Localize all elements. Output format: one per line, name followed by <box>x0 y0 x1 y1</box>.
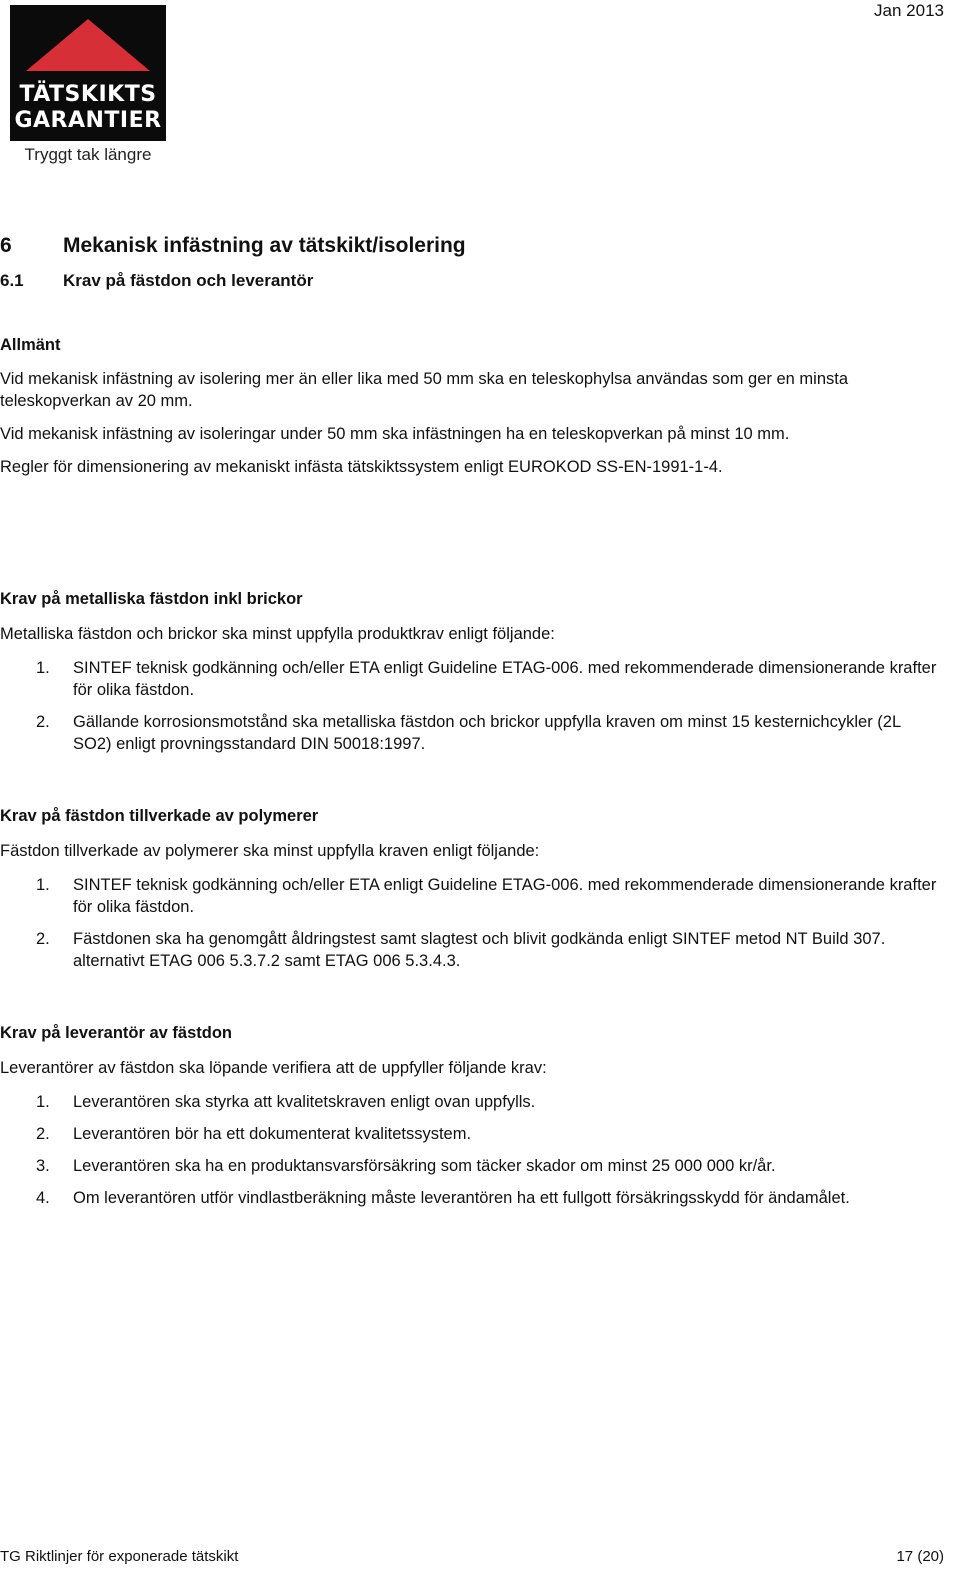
list-text: Om leverantören utför vindlastberäkning måste leverantören ha ett fullgott försäkringsskydd för ändamålet. <box>73 1189 850 1207</box>
allmant-paragraph-1: Vid mekanisk infästning av isolering mer än eller lika med 50 mm ska en teleskophylsa användas som ger en minsta teleskopverkan av 20 mm. <box>0 370 849 410</box>
metalliska-list <box>0 657 950 755</box>
metalliska-intro: Metalliska fästdon och brickor ska minst uppfylla produktkrav enligt följande: <box>0 625 555 643</box>
list-number: 1. <box>36 876 50 894</box>
list-number: 2. <box>36 1125 50 1143</box>
leverantor-list <box>0 1091 950 1209</box>
company-logo <box>10 5 166 165</box>
header-date: Jan 2013 <box>874 1 944 20</box>
logo-line-2: GARANTIER <box>14 108 162 133</box>
section-title: Mekanisk infästning av tätskikt/isolering <box>63 234 466 257</box>
subsection-title: Krav på fästdon och leverantör <box>63 271 314 290</box>
allmant-paragraph-3: Regler för dimensionering av mekaniskt infästa tätskiktssystem enligt EUROKOD SS-EN-1991-1-4. <box>0 458 723 476</box>
subsection-number: 6.1 <box>0 271 24 290</box>
leverantor-heading: Krav på leverantör av fästdon <box>0 1024 232 1042</box>
page-number: 17 (20) <box>896 1548 944 1565</box>
list-item <box>0 1123 950 1145</box>
list-number: 1. <box>36 1093 50 1111</box>
polymerer-heading: Krav på fästdon tillverkade av polymerer <box>0 807 319 825</box>
list-text: Leverantören ska ha en produktansvarsförsäkring som täcker skador om minst 25 000 000 kr/år. <box>73 1157 776 1175</box>
subsection-heading <box>0 270 313 292</box>
logo-tagline: Tryggt tak längre <box>24 145 152 164</box>
list-text: Gällande korrosionsmotstånd ska metalliska fästdon och brickor uppfylla kraven om minst 15 kesternichcykler (2L SO2) enligt provningsstandard DIN 50018:1997. <box>73 713 901 753</box>
list-item <box>0 1155 950 1177</box>
allmant-heading: Allmänt <box>0 336 61 354</box>
polymerer-intro: Fästdon tillverkade av polymerer ska minst uppfylla kraven enligt följande: <box>0 842 540 860</box>
list-item <box>0 1091 950 1113</box>
list-item <box>0 1187 950 1209</box>
metalliska-heading: Krav på metalliska fästdon inkl brickor <box>0 590 303 608</box>
list-number: 1. <box>36 659 50 677</box>
footer-title: TG Riktlinjer för exponerade tätskikt <box>0 1548 239 1565</box>
list-number: 3. <box>36 1157 50 1175</box>
polymerer-list <box>0 874 950 972</box>
logo-line-1: TÄTSKIKTS <box>19 82 157 107</box>
list-number: 4. <box>36 1189 50 1207</box>
list-item <box>0 874 950 918</box>
section-number: 6 <box>0 234 12 257</box>
section-heading <box>0 233 466 259</box>
list-text: Leverantören bör ha ett dokumenterat kvalitetssystem. <box>73 1125 472 1143</box>
list-text: SINTEF teknisk godkänning och/eller ETA enligt Guideline ETAG-006. med rekommenderade dimensionerande krafter för olika fästdon. <box>73 876 937 916</box>
list-number: 2. <box>36 930 50 948</box>
list-text: Leverantören ska styrka att kvalitetskraven enligt ovan uppfylls. <box>73 1093 536 1111</box>
document-body <box>0 334 950 1219</box>
leverantor-intro: Leverantörer av fästdon ska löpande verifiera att de uppfyller följande krav: <box>0 1059 547 1077</box>
logo-badge <box>10 5 166 141</box>
list-item <box>0 711 950 755</box>
list-item <box>0 928 950 972</box>
list-item <box>0 657 950 701</box>
list-number: 2. <box>36 713 50 731</box>
list-text: SINTEF teknisk godkänning och/eller ETA enligt Guideline ETAG-006. med rekommenderade dimensionerande krafter för olika fästdon. <box>73 659 937 699</box>
allmant-paragraph-2: Vid mekanisk infästning av isoleringar under 50 mm ska infästningen ha en teleskopverkan på minst 10 mm. <box>0 425 790 443</box>
list-text: Fästdonen ska ha genomgått åldringstest samt slagtest och blivit godkända enligt SINTEF metod NT Build 307. alternativt ETAG 006 5.3.7.2 samt ETAG 006 5.3.4.3. <box>73 930 886 970</box>
